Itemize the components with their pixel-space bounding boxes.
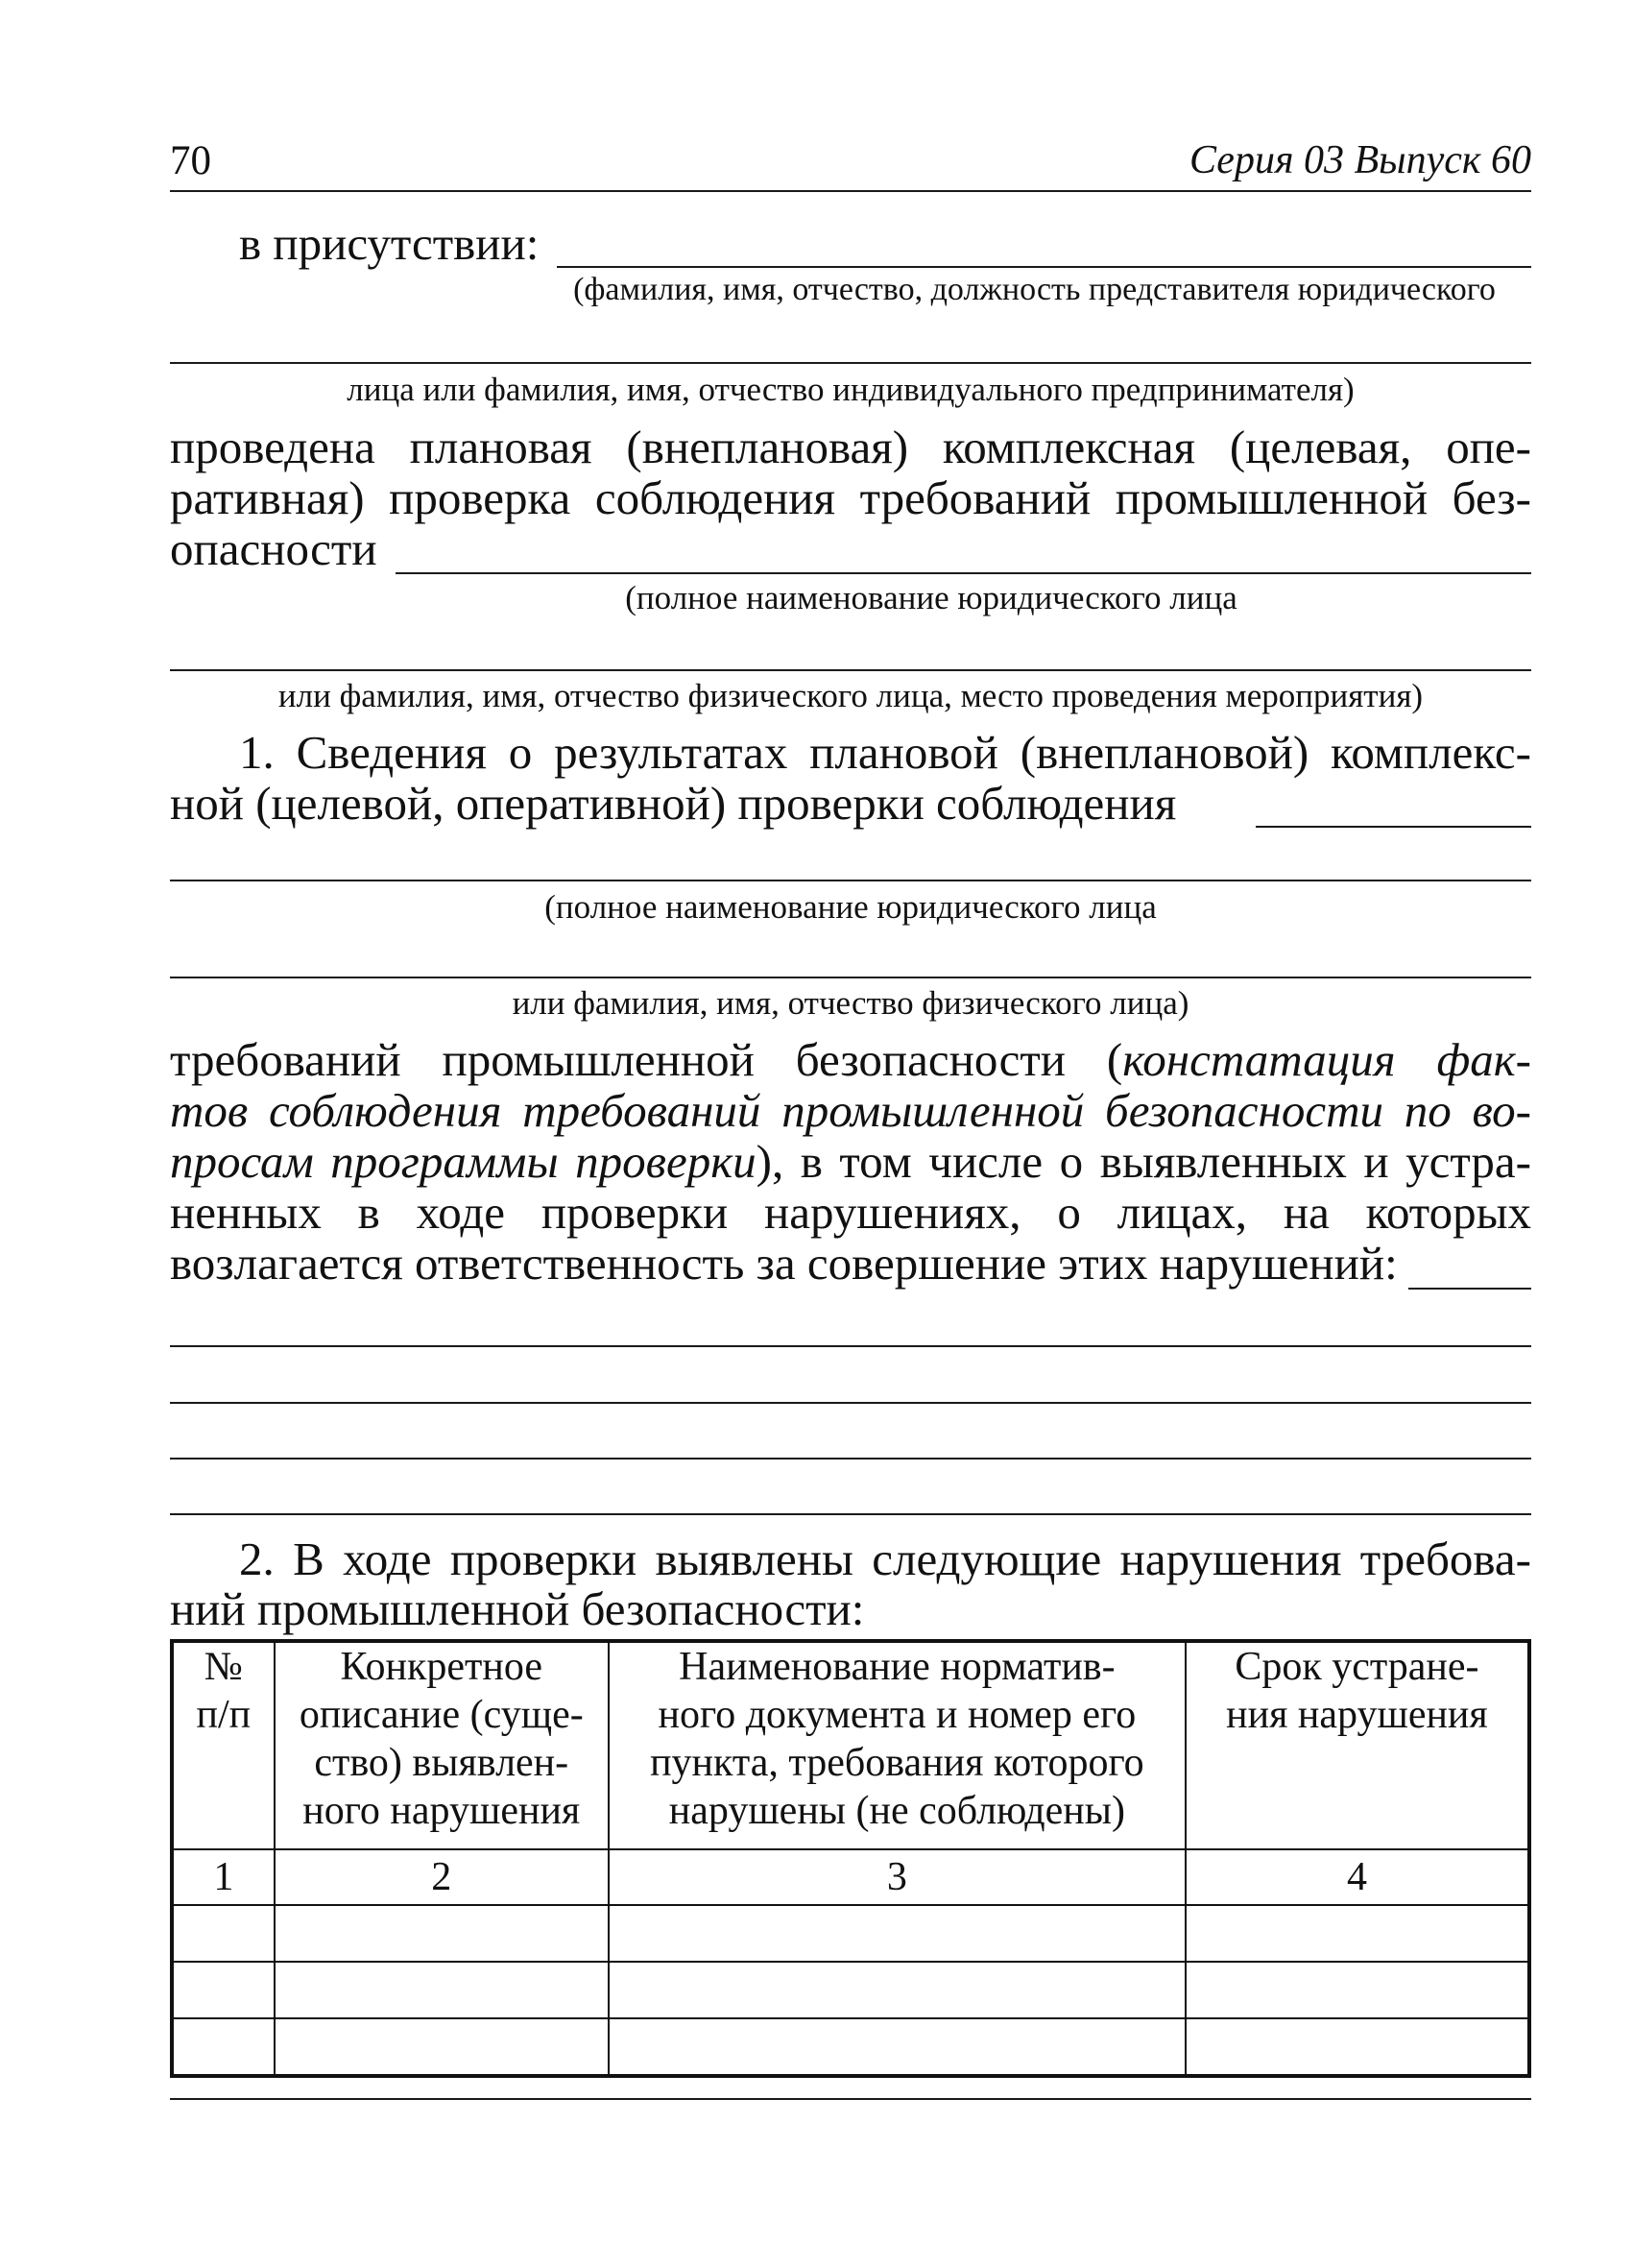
- table-cell[interactable]: [1186, 1962, 1529, 2018]
- column-number-cell: 3: [609, 1849, 1186, 1905]
- table-cell[interactable]: [1186, 1905, 1529, 1962]
- inspection-fill-line[interactable]: [396, 572, 1531, 574]
- section2-line-1: 2. В ходе проверки выявлены следующие нарушения требова-: [239, 1532, 1531, 1585]
- column-number-cell: 1: [172, 1849, 275, 1905]
- page-number: 70: [170, 138, 211, 183]
- section1-paragraph-line-1: требований промышленной безопасности (констатация фак-: [170, 1033, 1531, 1086]
- header-cell-description: Конкретное описание (суще- ство) выявлен- ного нарушения: [275, 1641, 609, 1849]
- table-cell[interactable]: [172, 1962, 275, 2018]
- inspection-line-3: опасности: [170, 522, 377, 575]
- inspection-fill-line-2[interactable]: [170, 669, 1531, 671]
- presence-fill-line[interactable]: [557, 266, 1531, 268]
- violations-fill-line-4[interactable]: [170, 1458, 1531, 1460]
- presence-label: в присутствии:: [239, 217, 540, 270]
- table-column-number-row: [172, 1849, 1529, 1905]
- table-cell[interactable]: [609, 2018, 1186, 2076]
- table-cell[interactable]: [172, 1905, 275, 1962]
- section1-paragraph-line-3: просам программы проверки), в том числе о выявленных и устра-: [170, 1135, 1531, 1188]
- table-cell[interactable]: [172, 2018, 275, 2076]
- table-cell[interactable]: [1186, 2018, 1529, 2076]
- table-cell[interactable]: [275, 1905, 609, 1962]
- table-cell[interactable]: [609, 1905, 1186, 1962]
- header-cell-number: № п/п: [172, 1641, 275, 1849]
- presence-fill-line-2[interactable]: [170, 362, 1531, 364]
- violations-fill-line[interactable]: [1408, 1288, 1531, 1290]
- section1-paragraph-line-2: тов соблюдения требований промышленной безопасности по во-: [170, 1084, 1531, 1137]
- table-row: [172, 1905, 1529, 1962]
- table-row: [172, 2018, 1529, 2076]
- section1-caption-2: или фамилия, имя, отчество физического лица): [512, 984, 1189, 1022]
- header-cell-deadline: Срок устране- ния нарушения: [1186, 1641, 1529, 1849]
- table-cell[interactable]: [609, 1962, 1186, 2018]
- inspection-line-1: проведена плановая (внеплановая) комплексная (целевая, опе-: [170, 421, 1531, 473]
- section1-line-1: 1. Сведения о результатах плановой (внеплановой) комплекс-: [239, 726, 1531, 779]
- inspection-line-2: ративная) проверка соблюдения требований промышленной без-: [170, 471, 1531, 524]
- bottom-fill-line[interactable]: [170, 2098, 1531, 2100]
- header-rule: [170, 190, 1531, 192]
- table-cell[interactable]: [275, 1962, 609, 2018]
- section1-paragraph-line-4: ненных в ходе проверки нарушениях, о лицах, на которых: [170, 1186, 1531, 1239]
- section1-paragraph-line-5: возлагается ответственность за совершение этих нарушений:: [170, 1237, 1398, 1290]
- column-number-cell: 4: [1186, 1849, 1529, 1905]
- section1-line-2: ной (целевой, оперативной) проверки соблюдения: [170, 777, 1177, 830]
- table-row: [172, 1962, 1529, 2018]
- section2-line-2: ний промышленной безопасности:: [170, 1582, 865, 1635]
- violations-fill-line-3[interactable]: [170, 1402, 1531, 1404]
- column-number-cell: 2: [275, 1849, 609, 1905]
- violations-fill-line-5[interactable]: [170, 1513, 1531, 1515]
- inspection-caption-2: или фамилия, имя, отчество физического лица, место проведения мероприятия): [277, 677, 1424, 714]
- presence-caption-2: лица или фамилия, имя, отчество индивидуального предпринимателя): [347, 371, 1355, 408]
- presence-caption-1: (фамилия, имя, отчество, должность представителя юридического: [573, 272, 1496, 307]
- section1-fill-line[interactable]: [1256, 826, 1531, 828]
- violations-table: [170, 1639, 1531, 2078]
- inspection-caption-1: (полное наименование юридического лица: [625, 579, 1237, 616]
- header-cell-normative-document: Наименование норматив- ного документа и номер его пункта, требования которого нарушены (не соблюдены): [609, 1641, 1186, 1849]
- section1-fill-line-3[interactable]: [170, 977, 1531, 978]
- section1-caption-1: (полное наименование юридического лица: [544, 888, 1157, 926]
- series-title: Серия 03 Выпуск 60: [1189, 138, 1531, 182]
- table-cell[interactable]: [275, 2018, 609, 2076]
- table-header-row: [172, 1641, 1529, 1849]
- violations-fill-line-2[interactable]: [170, 1345, 1531, 1347]
- section1-fill-line-2[interactable]: [170, 880, 1531, 881]
